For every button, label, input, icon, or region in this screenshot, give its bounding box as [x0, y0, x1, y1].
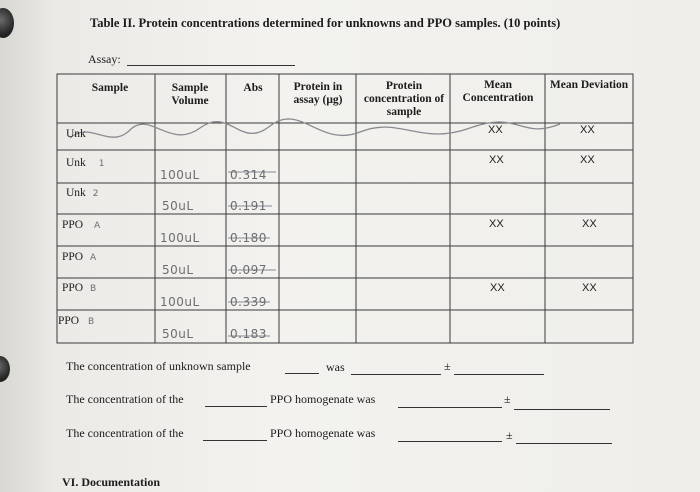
unknown-deviation-field[interactable]: [454, 374, 544, 375]
header-protein-concentration: Protein concentration of sample: [363, 80, 445, 118]
ppo2-concentration-field[interactable]: [398, 441, 502, 442]
mean-dev-xx-2: XX: [580, 154, 595, 166]
volume-ppo-a-2: 50uL: [162, 263, 194, 277]
plus-minus-1: ±: [444, 359, 451, 373]
sentence-ppo2-a: The concentration of the: [66, 426, 184, 440]
row-label-ppo-b-1: PPO B: [62, 282, 97, 294]
unknown-concentration-field[interactable]: [351, 374, 441, 375]
header-sample-volume: Sample Volume: [171, 82, 209, 107]
sentence-unknown-b: was: [326, 360, 345, 374]
abs-ppo-b-2: 0.183: [230, 327, 267, 341]
mean-conc-xx-3: XX: [489, 218, 504, 230]
table-title: Table II. Protein concentrations determined for unknowns and PPO samples. (10 points): [90, 16, 561, 30]
sentence-ppo2-b: PPO homogenate was: [270, 426, 376, 440]
volume-ppo-a-1: 100uL: [160, 231, 200, 245]
mean-conc-xx-2: XX: [489, 154, 504, 166]
header-mean-concentration: Mean Concentration: [462, 79, 534, 104]
abs-unk-1: 0.314: [230, 168, 267, 182]
abs-unk-2: 0.191: [230, 199, 267, 213]
abs-ppo-b-1: 0.339: [230, 295, 267, 309]
mean-dev-xx-4: XX: [582, 282, 597, 294]
volume-ppo-b-1: 100uL: [160, 295, 200, 309]
volume-unk-1: 100uL: [160, 168, 200, 182]
scribble-mark: [70, 119, 560, 138]
mean-conc-xx-4: XX: [490, 282, 505, 294]
plus-minus-2: ±: [504, 392, 511, 406]
section-heading-documentation: VI. Documentation: [62, 475, 160, 489]
mean-dev-xx-3: XX: [582, 218, 597, 230]
unknown-sample-field[interactable]: [285, 373, 319, 374]
header-mean-deviation: Mean Deviation: [549, 79, 629, 91]
row-label-unk-1: Unk 1: [66, 157, 105, 169]
header-protein-in-assay: Protein in assay (μg): [293, 81, 343, 106]
volume-unk-2: 50uL: [162, 199, 194, 213]
sentence-ppo1-a: The concentration of the: [66, 392, 184, 406]
row-label-unk-0: Unk: [66, 128, 86, 140]
volume-ppo-b-2: 50uL: [162, 327, 194, 341]
mean-conc-xx-1: XX: [488, 124, 503, 136]
ppo1-deviation-field[interactable]: [514, 409, 610, 410]
row-label-ppo-a-1: PPO A: [62, 219, 101, 231]
row-label-ppo-a-2: PPO A: [62, 251, 97, 263]
mean-dev-xx-1: XX: [580, 124, 595, 136]
plus-minus-3: ±: [506, 428, 513, 442]
ppo2-name-field[interactable]: [203, 440, 267, 441]
abs-ppo-a-1: 0.180: [230, 231, 267, 245]
row-label-ppo-b-2: PPO B: [58, 315, 95, 327]
ppo1-name-field[interactable]: [205, 406, 267, 407]
row-label-unk-2: Unk 2: [66, 187, 99, 199]
ppo1-concentration-field[interactable]: [398, 407, 502, 408]
sentence-unknown-a: The concentration of unknown sample: [66, 359, 251, 373]
header-abs: Abs: [243, 82, 263, 94]
header-sample: Sample: [91, 82, 129, 94]
abs-ppo-a-2: 0.097: [230, 263, 267, 277]
assay-label: Assay:: [88, 52, 121, 66]
sentence-ppo1-b: PPO homogenate was: [270, 392, 376, 406]
ppo2-deviation-field[interactable]: [516, 443, 612, 444]
